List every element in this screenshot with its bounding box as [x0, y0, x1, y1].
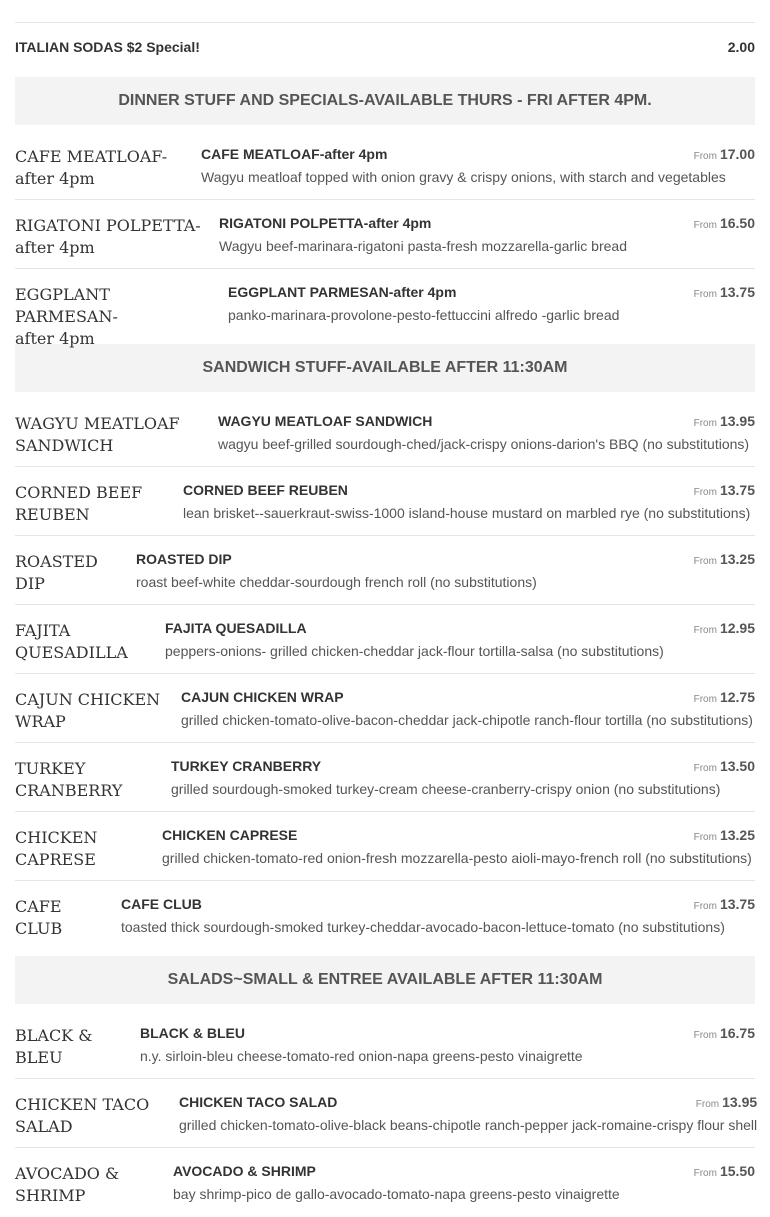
item-price: 13.75 [719, 482, 755, 498]
item-price: 13.25 [719, 827, 755, 843]
image-alt-line: EGGPLANT PARMESAN- [15, 285, 118, 326]
image-alt-line: CAPRESE [15, 850, 96, 869]
item-price: 16.75 [719, 1025, 755, 1041]
price-from-label: From [693, 625, 717, 636]
item-description: peppers-onions- grilled chicken-cheddar jack-flour tortilla-salsa (no substitutions) [165, 643, 664, 659]
item-body [151, 620, 755, 659]
image-alt-line: CAFE MEATLOAF- [15, 147, 168, 166]
image-alt-line: SANDWICH [15, 436, 114, 455]
menu-item-italian-sodas[interactable] [15, 23, 755, 71]
image-alt-line: CRANBERRY [15, 781, 123, 800]
image-alt-line: after 4pm [15, 329, 95, 348]
item-name[interactable]: CHICKEN TACO SALAD [179, 1094, 338, 1110]
item-price-block [694, 413, 755, 432]
menu-item[interactable] [15, 674, 755, 743]
menu-item-partial[interactable] [15, 0, 755, 23]
menu-item[interactable] [15, 398, 755, 467]
item-description: n.y. sirloin-bleu cheese-tomato-red onion-napa greens-pesto vinaigrette [140, 1048, 583, 1064]
item-price: 13.75 [719, 896, 755, 912]
item-price: 15.50 [719, 1163, 755, 1179]
item-image-placeholder[interactable] [15, 482, 169, 528]
image-alt-line: after 4pm [15, 238, 95, 257]
item-image-placeholder[interactable] [15, 1163, 159, 1209]
item-body [126, 1025, 755, 1064]
item-price-block [694, 620, 755, 639]
item-body [187, 146, 755, 185]
menu-item[interactable] [15, 467, 755, 536]
price-from-label: From [693, 763, 717, 774]
item-price-block [694, 146, 755, 165]
menu-item[interactable] [15, 200, 755, 269]
price-from-label: From [693, 694, 717, 705]
item-description: grilled chicken-tomato-olive-black beans-chipotle ranch-pepper jack-romaine-crispy flour shell [179, 1117, 758, 1133]
item-price-block [694, 284, 755, 303]
item-price: 2.00 [727, 39, 755, 55]
image-alt-line: SALAD [15, 1117, 73, 1136]
item-price-block [694, 689, 755, 708]
price-from-label: From [693, 1030, 717, 1041]
item-description: Wagyu beef-marinara-rigatoni pasta-fresh mozzarella-garlic bread [219, 238, 627, 254]
item-name[interactable]: CHICKEN CAPRESE [162, 827, 298, 843]
item-price-block [694, 896, 755, 915]
item-price-block [694, 758, 755, 777]
item-name[interactable]: WAGYU MEATLOAF SANDWICH [218, 413, 433, 429]
item-price-block [694, 1163, 755, 1182]
section-header: SANDWICH STUFF-AVAILABLE AFTER 11:30AM [15, 344, 755, 392]
item-image-placeholder[interactable] [15, 689, 167, 735]
price-from-label: From [693, 556, 717, 567]
item-description: grilled chicken-tomato-olive-bacon-cheddar jack-chipotle ranch-flour tortilla (no substitutions) [181, 712, 753, 728]
image-alt-line: REUBEN [15, 505, 90, 524]
item-body [148, 827, 755, 866]
item-body [204, 413, 755, 452]
item-description: bay shrimp-pico de gallo-avocado-tomato-napa greens-pesto vinaigrette [173, 1186, 620, 1202]
image-alt-line: BLEU [15, 1048, 63, 1067]
item-image-placeholder[interactable] [15, 620, 151, 666]
item-name[interactable]: CORNED BEEF REUBEN [183, 482, 348, 498]
item-description: grilled sourdough-smoked turkey-cream cheese-cranberry-crispy onion (no substitutions) [171, 781, 721, 797]
image-alt-line: CORNED BEEF [15, 483, 143, 502]
image-alt-line: after 4pm [15, 169, 95, 188]
menu-item[interactable] [15, 131, 755, 200]
price-from-label: From [693, 289, 717, 300]
item-price: 13.25 [719, 551, 755, 567]
image-alt-line: SHRIMP [15, 1186, 86, 1205]
item-price-block [694, 1025, 755, 1044]
item-name[interactable]: CAFE CLUB [121, 896, 202, 912]
menu-item[interactable] [15, 812, 755, 881]
item-body [214, 284, 755, 323]
item-price-block [694, 215, 755, 234]
item-image-placeholder[interactable] [15, 413, 204, 459]
price-from-label: From [693, 487, 717, 498]
menu-item[interactable] [15, 605, 755, 674]
price-from-label: From [695, 1099, 720, 1110]
item-price: 13.50 [719, 758, 755, 774]
price-from-label: From [693, 1168, 717, 1179]
item-image-placeholder[interactable] [15, 896, 107, 942]
item-image-placeholder[interactable] [15, 1094, 165, 1140]
item-name[interactable]: ROASTED DIP [136, 551, 232, 567]
image-alt-line: AVOCADO & [15, 1164, 120, 1183]
item-price: 17.00 [719, 146, 755, 162]
item-description [261, 0, 755, 22]
item-price-block [694, 482, 755, 501]
image-alt-line: FAJITA [15, 621, 71, 640]
menu-item[interactable] [15, 743, 755, 812]
item-name[interactable]: FAJITA QUESADILLA [165, 620, 307, 636]
image-alt-line: CHICKEN [15, 828, 98, 847]
menu-item[interactable] [15, 269, 755, 348]
price-from-label: From [693, 832, 717, 843]
item-body [107, 896, 755, 935]
section-header: DINNER STUFF AND SPECIALS-AVAILABLE THURS - FRI AFTER 4PM. [15, 77, 755, 125]
item-description: grilled chicken-tomato-red onion-fresh mozzarella-pesto aioli-mayo-french roll (no substitutions) [162, 850, 752, 866]
item-description: panko-marinara-provolone-pesto-fettuccini alfredo -garlic bread [228, 307, 620, 323]
item-body [157, 758, 755, 797]
item-name[interactable]: RIGATONI POLPETTA-after 4pm [219, 215, 432, 231]
menu-sections [15, 77, 758, 1217]
image-alt-line: CAFE [15, 897, 62, 916]
item-name[interactable]: CAJUN CHICKEN WRAP [181, 689, 344, 705]
price-from-label: From [693, 151, 717, 162]
image-alt-line: DIP [15, 574, 45, 593]
item-name[interactable]: AVOCADO & SHRIMP [173, 1163, 316, 1179]
item-price: 13.75 [719, 284, 755, 300]
item-image-placeholder [15, 0, 261, 22]
menu-page [15, 0, 758, 1217]
item-name[interactable]: CAFE MEATLOAF-after 4pm [201, 146, 388, 162]
price-from-label: From [693, 901, 717, 912]
item-description: Wagyu meatloaf topped with onion gravy & crispy onions, with starch and vegetables [201, 169, 726, 185]
item-body [159, 1163, 755, 1202]
image-alt-line: ROASTED [15, 552, 98, 571]
item-body [167, 689, 755, 728]
image-alt-line: TURKEY [15, 759, 86, 778]
image-alt-line: QUESADILLA [15, 643, 128, 662]
item-price: 12.95 [719, 620, 755, 636]
menu-item[interactable] [15, 536, 755, 605]
item-price: 16.50 [719, 215, 755, 231]
item-body [205, 215, 755, 254]
item-name[interactable]: TURKEY CRANBERRY [171, 758, 322, 774]
item-image-placeholder[interactable] [15, 1025, 126, 1071]
item-body [122, 551, 755, 590]
image-alt-line: WAGYU MEATLOAF [15, 414, 180, 433]
item-price: 13.95 [719, 413, 755, 429]
image-alt-line: RIGATONI POLPETTA- [15, 216, 201, 235]
item-image-placeholder[interactable] [15, 551, 122, 597]
image-alt-line: CAJUN CHICKEN [15, 690, 161, 709]
price-from-label: From [693, 418, 717, 429]
image-alt-line: WRAP [15, 712, 66, 731]
menu-item[interactable] [15, 1148, 755, 1217]
item-price: 12.75 [719, 689, 755, 705]
item-price: 13.95 [722, 1094, 758, 1110]
item-image-placeholder[interactable] [15, 284, 214, 348]
price-from-label: From [693, 220, 717, 231]
item-price-block [694, 827, 755, 846]
item-body [169, 482, 755, 521]
item-name: ITALIAN SODAS $2 Special! [15, 39, 200, 55]
item-description: roast beef-white cheddar-sourdough french roll (no substitutions) [136, 574, 537, 590]
item-description: wagyu beef-grilled sourdough-ched/jack-crispy onions-darion's BBQ (no substitutions) [218, 436, 750, 452]
item-name[interactable]: BLACK & BLEU [140, 1025, 245, 1041]
menu-item[interactable] [15, 1010, 755, 1079]
image-alt-line: CHICKEN TACO [15, 1095, 150, 1114]
item-image-placeholder[interactable] [15, 146, 187, 192]
menu-item[interactable] [15, 881, 755, 950]
item-name[interactable]: EGGPLANT PARMESAN-after 4pm [228, 284, 457, 300]
menu-item[interactable] [15, 1079, 758, 1148]
item-price-block [694, 551, 755, 570]
item-price-block [696, 1094, 757, 1113]
image-alt-line: BLACK & [15, 1026, 93, 1045]
item-image-placeholder[interactable] [15, 827, 148, 873]
item-body [165, 1094, 757, 1133]
item-description: lean brisket--sauerkraut-swiss-1000 island-house mustard on marbled rye (no substitutions) [183, 505, 751, 521]
item-description: toasted thick sourdough-smoked turkey-cheddar-avocado-bacon-lettuce-tomato (no substitutions) [121, 919, 725, 935]
item-image-placeholder[interactable] [15, 215, 205, 261]
item-image-placeholder[interactable] [15, 758, 157, 804]
image-alt-line: CLUB [15, 919, 63, 938]
section-header: SALADS~SMALL & ENTREE AVAILABLE AFTER 11:30AM [15, 956, 755, 1004]
